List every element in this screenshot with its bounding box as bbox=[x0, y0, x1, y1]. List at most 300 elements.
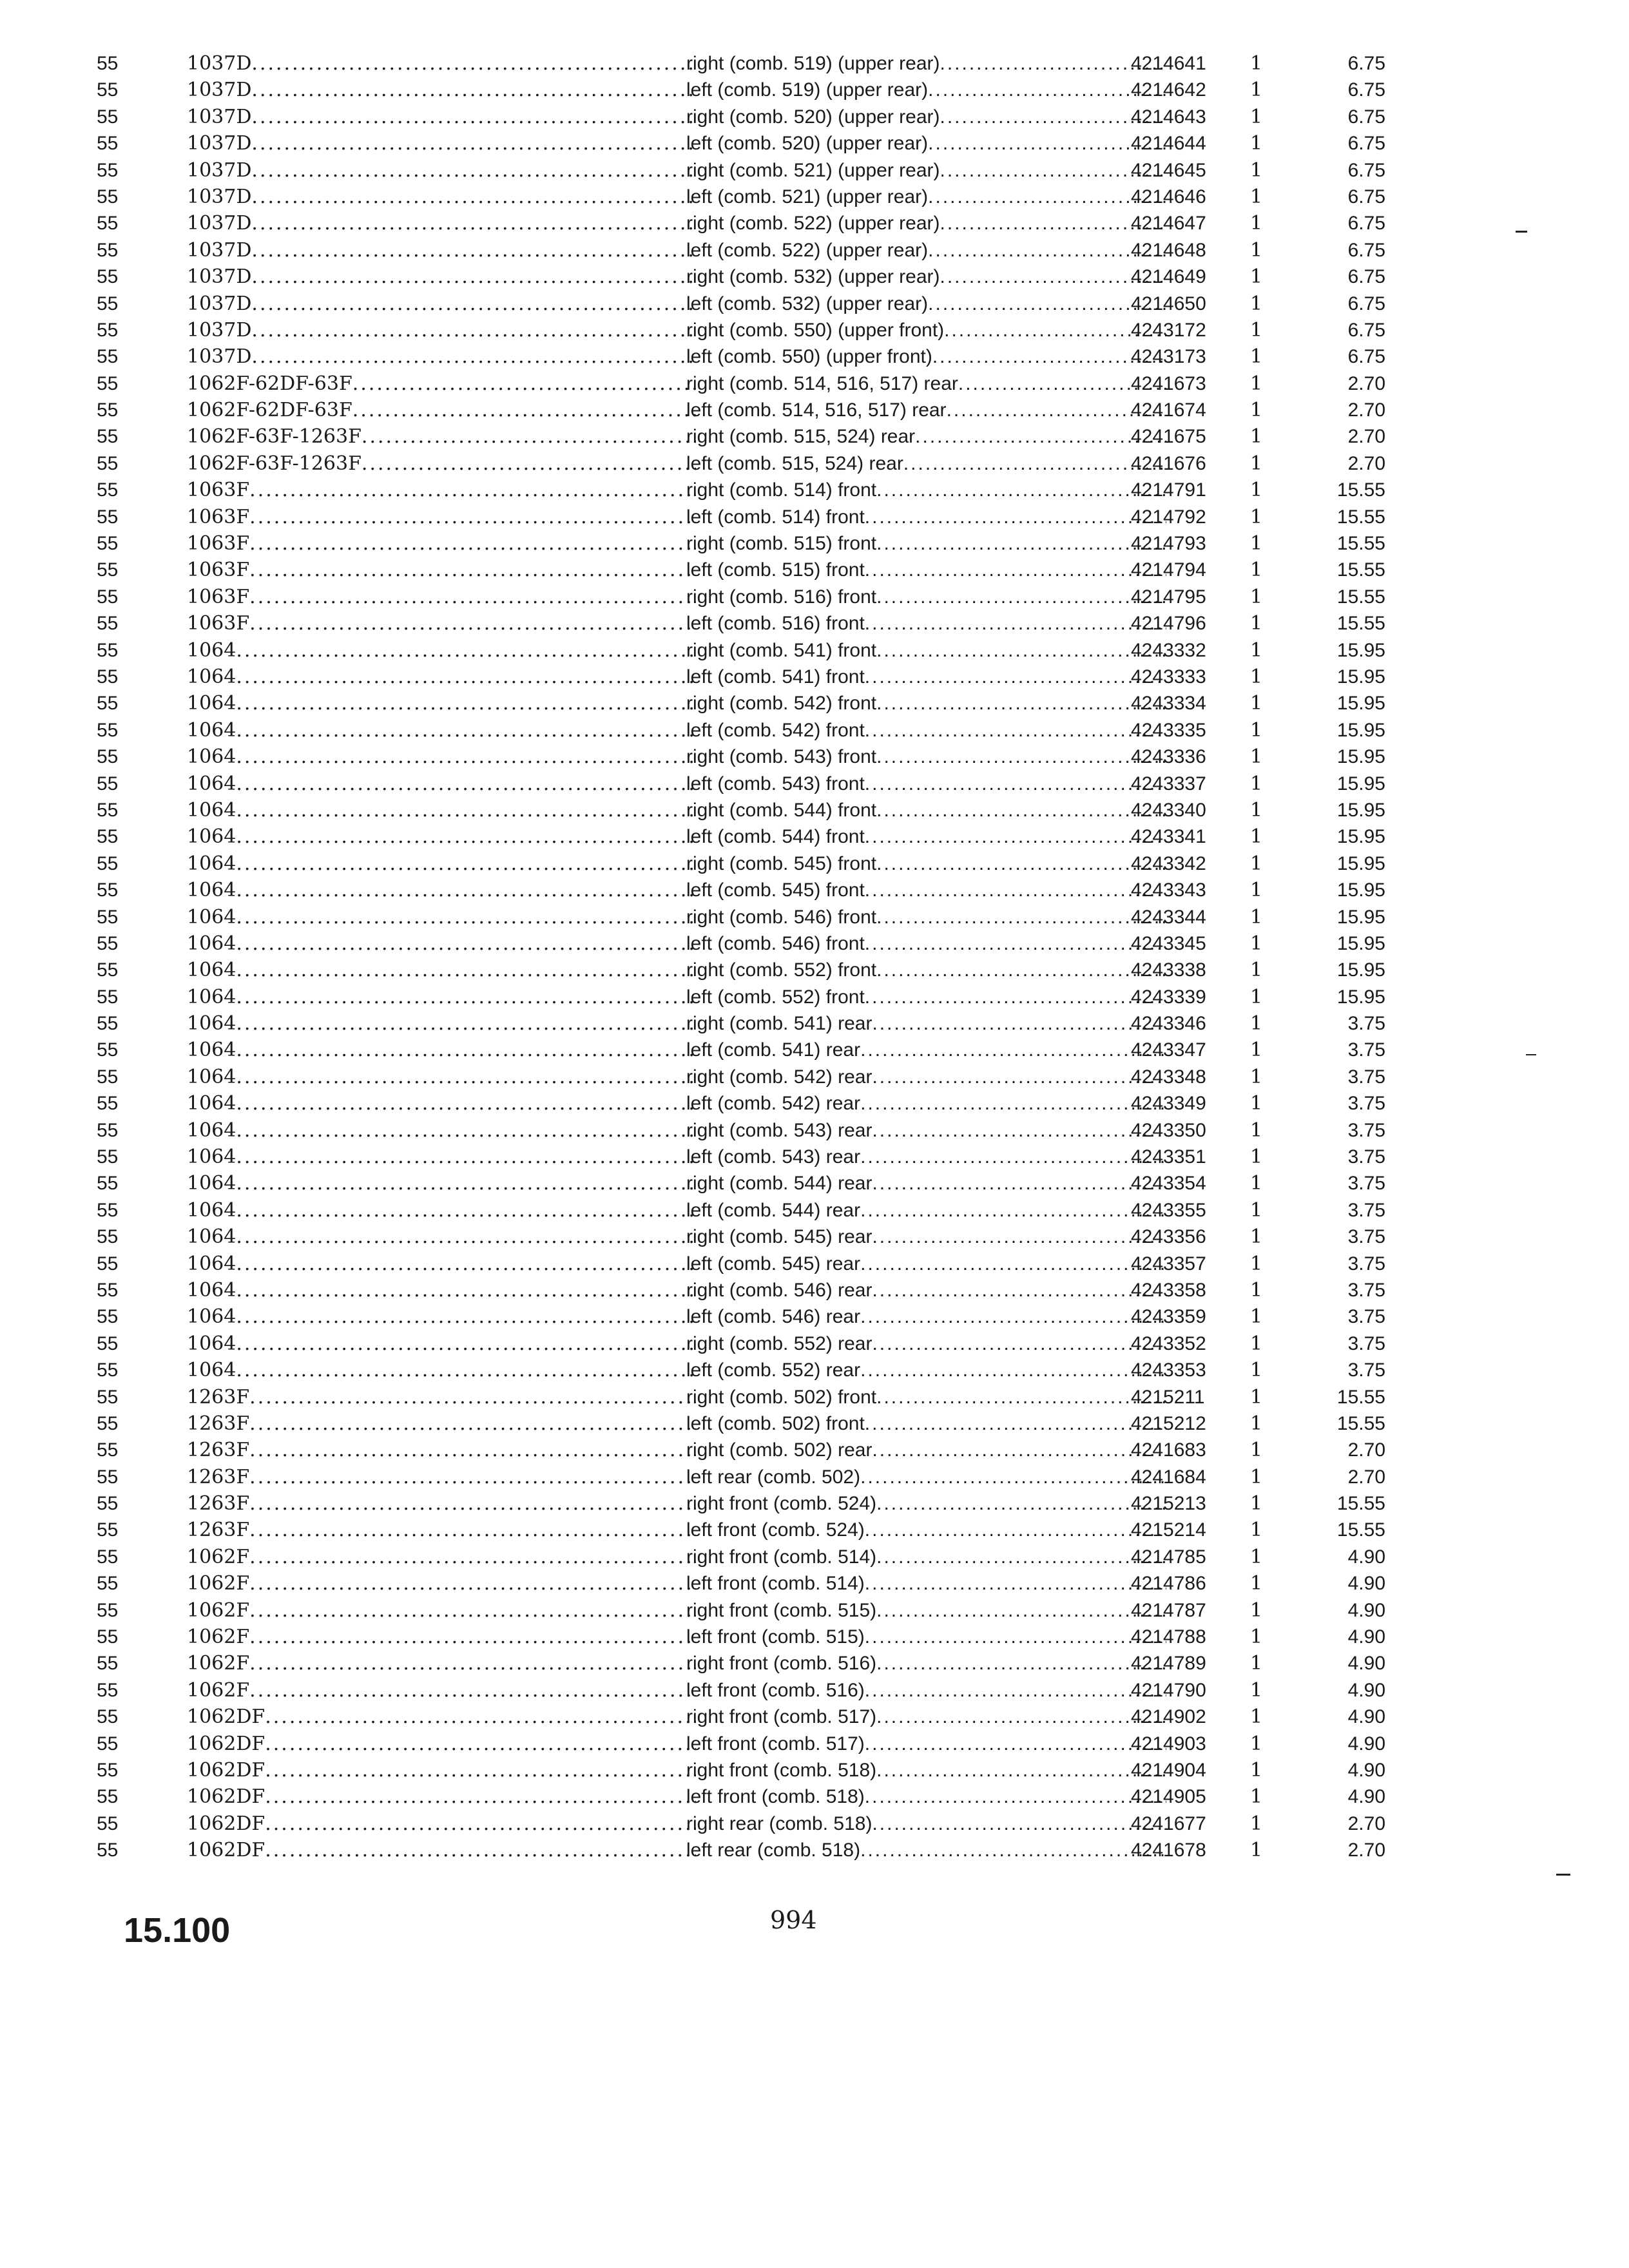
price-cell: 4.90 bbox=[1347, 1706, 1385, 1728]
table-row bbox=[97, 584, 1385, 610]
model-cell: 1063F ..... bbox=[187, 557, 696, 583]
quantity-cell: 1 bbox=[1250, 959, 1263, 982]
description-cell: left (comb. 502) front ..... bbox=[686, 1410, 1166, 1437]
price-cell: 2.70 bbox=[1347, 1812, 1385, 1834]
model-cell: 1263F ..... bbox=[187, 1410, 696, 1437]
part-number-cell: 4243332 bbox=[1131, 639, 1206, 661]
price-cell: 3.75 bbox=[1347, 1039, 1385, 1061]
description-cell: right rear (comb. 518) ..... bbox=[686, 1811, 1166, 1837]
table-row bbox=[97, 423, 1385, 450]
description-cell: right (comb. 543) rear ..... bbox=[686, 1117, 1166, 1144]
model-cell: 1064 ..... bbox=[187, 797, 696, 823]
part-number-cell: 4214647 bbox=[1131, 213, 1206, 235]
description-cell: right (comb. 516) front ..... bbox=[686, 584, 1166, 610]
table-row bbox=[97, 1331, 1385, 1357]
table-row bbox=[97, 504, 1385, 530]
part-number-cell: 4215212 bbox=[1131, 1412, 1206, 1434]
model-cell: 1063F ..... bbox=[187, 504, 696, 530]
price-cell: 3.75 bbox=[1347, 1013, 1385, 1035]
quantity-cell: 1 bbox=[1250, 1599, 1263, 1622]
part-number-cell: 4214795 bbox=[1131, 586, 1206, 608]
table-row bbox=[97, 637, 1385, 664]
description-cell: right (comb. 544) rear ..... bbox=[686, 1170, 1166, 1196]
group-cell: 55 bbox=[97, 133, 119, 155]
quantity-cell: 1 bbox=[1250, 505, 1263, 528]
description-cell: right (comb. 519) (upper rear) ..... bbox=[686, 50, 1166, 77]
table-row bbox=[97, 1170, 1385, 1196]
price-cell: 3.75 bbox=[1347, 1253, 1385, 1274]
model-cell: 1064 ..... bbox=[187, 1357, 696, 1383]
table-row bbox=[97, 717, 1385, 744]
group-cell: 55 bbox=[97, 506, 119, 528]
model-cell: 1037D ..... bbox=[187, 77, 696, 103]
part-number-cell: 4214643 bbox=[1131, 106, 1206, 128]
group-cell: 55 bbox=[97, 773, 119, 794]
quantity-cell: 1 bbox=[1250, 1385, 1263, 1408]
quantity-cell: 1 bbox=[1250, 1332, 1263, 1355]
group-cell: 55 bbox=[97, 1760, 119, 1781]
model-cell: 1062F ..... bbox=[187, 1624, 696, 1650]
description-cell: left (comb. 542) front ..... bbox=[686, 717, 1166, 744]
table-row bbox=[97, 50, 1385, 77]
quantity-cell: 1 bbox=[1250, 1305, 1263, 1329]
part-number-cell: 4214648 bbox=[1131, 239, 1206, 261]
description-cell: left front (comb. 514) ..... bbox=[686, 1570, 1166, 1597]
price-cell: 3.75 bbox=[1347, 1360, 1385, 1381]
quantity-cell: 1 bbox=[1250, 612, 1263, 635]
part-number-cell: 4243343 bbox=[1131, 879, 1206, 901]
price-cell: 15.55 bbox=[1336, 506, 1385, 528]
part-number-cell: 4214646 bbox=[1131, 186, 1206, 207]
table-row bbox=[97, 1650, 1385, 1677]
group-cell: 55 bbox=[97, 1493, 119, 1515]
part-number-cell: 4243357 bbox=[1131, 1253, 1206, 1274]
table-row bbox=[97, 130, 1385, 157]
part-number-cell: 4214903 bbox=[1131, 1733, 1206, 1754]
description-cell: right (comb. 550) (upper front) ..... bbox=[686, 317, 1166, 343]
quantity-cell: 1 bbox=[1250, 718, 1263, 742]
part-number-cell: 4241673 bbox=[1131, 372, 1206, 394]
table-row bbox=[97, 370, 1385, 397]
table-row bbox=[97, 1811, 1385, 1837]
group-cell: 55 bbox=[97, 1573, 119, 1595]
part-number-cell: 4241675 bbox=[1131, 426, 1206, 448]
description-cell: right front (comb. 524) ..... bbox=[686, 1490, 1166, 1517]
description-cell: left (comb. 542) rear ..... bbox=[686, 1090, 1166, 1117]
price-cell: 15.95 bbox=[1336, 746, 1385, 768]
table-row bbox=[97, 1357, 1385, 1383]
model-cell: 1037D ..... bbox=[187, 157, 696, 184]
part-number-cell: 4214794 bbox=[1131, 559, 1206, 581]
description-cell: right (comb. 521) (upper rear) ..... bbox=[686, 157, 1166, 184]
part-number-cell: 4214905 bbox=[1131, 1786, 1206, 1808]
model-cell: 1062F-63F-1263F ..... bbox=[187, 450, 696, 477]
description-cell: right (comb. 552) front ..... bbox=[686, 957, 1166, 983]
description-cell: right (comb. 541) rear ..... bbox=[686, 1010, 1166, 1037]
table-row bbox=[97, 1090, 1385, 1117]
part-number-cell: 4214796 bbox=[1131, 613, 1206, 635]
price-cell: 15.55 bbox=[1336, 613, 1385, 635]
group-cell: 55 bbox=[97, 1546, 119, 1568]
model-cell: 1037D ..... bbox=[187, 343, 696, 370]
description-cell: left (comb. 515, 524) rear ..... bbox=[686, 450, 1166, 477]
quantity-cell: 1 bbox=[1250, 1839, 1263, 1862]
price-cell: 15.95 bbox=[1336, 852, 1385, 874]
group-cell: 55 bbox=[97, 533, 119, 555]
group-cell: 55 bbox=[97, 852, 119, 874]
model-cell: 1064 ..... bbox=[187, 877, 696, 903]
part-number-cell: 4243359 bbox=[1131, 1306, 1206, 1328]
part-number-cell: 4243335 bbox=[1131, 719, 1206, 741]
table-row bbox=[97, 1570, 1385, 1597]
description-cell: right (comb. 515) front ..... bbox=[686, 530, 1166, 557]
group-cell: 55 bbox=[97, 452, 119, 474]
quantity-cell: 1 bbox=[1250, 532, 1263, 555]
part-number-cell: 4243341 bbox=[1131, 826, 1206, 848]
part-number-cell: 4215211 bbox=[1131, 1386, 1205, 1408]
description-cell: left (comb. 546) rear ..... bbox=[686, 1303, 1166, 1330]
model-cell: 1064 ..... bbox=[187, 1277, 696, 1303]
part-number-cell: 4243353 bbox=[1131, 1360, 1206, 1381]
part-number-cell: 4243350 bbox=[1131, 1119, 1206, 1141]
part-number-cell: 4241677 bbox=[1131, 1812, 1206, 1834]
quantity-cell: 1 bbox=[1250, 1492, 1263, 1515]
table-row bbox=[97, 77, 1385, 103]
quantity-cell: 1 bbox=[1250, 265, 1263, 289]
group-cell: 55 bbox=[97, 1066, 119, 1088]
table-row bbox=[97, 984, 1385, 1010]
description-cell: right (comb. 532) (upper rear) ..... bbox=[686, 264, 1166, 290]
price-cell: 15.55 bbox=[1336, 586, 1385, 608]
group-cell: 55 bbox=[97, 1173, 119, 1195]
quantity-cell: 1 bbox=[1250, 585, 1263, 608]
model-cell: 1064 ..... bbox=[187, 904, 696, 930]
price-cell: 3.75 bbox=[1347, 1279, 1385, 1301]
table-row bbox=[97, 530, 1385, 557]
group-cell: 55 bbox=[97, 1093, 119, 1115]
quantity-cell: 1 bbox=[1250, 425, 1263, 448]
table-row bbox=[97, 877, 1385, 903]
table-row bbox=[97, 771, 1385, 797]
price-cell: 6.75 bbox=[1347, 293, 1385, 314]
table-row bbox=[97, 610, 1385, 637]
group-cell: 55 bbox=[97, 1412, 119, 1434]
group-cell: 55 bbox=[97, 1332, 119, 1354]
section-number: 15.100 bbox=[124, 1911, 231, 1950]
part-number-cell: 4243344 bbox=[1131, 906, 1206, 928]
quantity-cell: 1 bbox=[1250, 1519, 1263, 1542]
price-cell: 6.75 bbox=[1347, 186, 1385, 207]
table-row bbox=[97, 157, 1385, 184]
description-cell: right (comb. 502) rear ..... bbox=[686, 1437, 1166, 1463]
quantity-cell: 1 bbox=[1250, 798, 1263, 822]
description-cell: right (comb. 546) rear ..... bbox=[686, 1277, 1166, 1303]
model-cell: 1064 ..... bbox=[187, 1090, 696, 1117]
price-cell: 15.95 bbox=[1336, 932, 1385, 954]
part-number-cell: 4214788 bbox=[1131, 1626, 1206, 1648]
margin-mark bbox=[1526, 1054, 1536, 1055]
description-cell: right (comb. 542) rear ..... bbox=[686, 1064, 1166, 1090]
group-cell: 55 bbox=[97, 1386, 119, 1408]
table-row bbox=[97, 1757, 1385, 1783]
price-cell: 15.55 bbox=[1336, 479, 1385, 501]
price-cell: 15.55 bbox=[1336, 1493, 1385, 1515]
group-cell: 55 bbox=[97, 693, 119, 715]
group-cell: 55 bbox=[97, 399, 119, 421]
table-row bbox=[97, 1677, 1385, 1704]
part-number-cell: 4243336 bbox=[1131, 746, 1206, 768]
price-cell: 3.75 bbox=[1347, 1226, 1385, 1248]
table-row bbox=[97, 823, 1385, 850]
table-row bbox=[97, 450, 1385, 477]
price-cell: 3.75 bbox=[1347, 1066, 1385, 1088]
model-cell: 1037D ..... bbox=[187, 210, 696, 236]
quantity-cell: 1 bbox=[1250, 1225, 1263, 1249]
group-cell: 55 bbox=[97, 1360, 119, 1381]
table-row bbox=[97, 1490, 1385, 1517]
table-row bbox=[97, 477, 1385, 503]
group-cell: 55 bbox=[97, 959, 119, 981]
description-cell: left (comb. 544) front ..... bbox=[686, 823, 1166, 850]
model-cell: 1263F ..... bbox=[187, 1490, 696, 1517]
group-cell: 55 bbox=[97, 239, 119, 261]
group-cell: 55 bbox=[97, 1199, 119, 1221]
price-cell: 4.90 bbox=[1347, 1573, 1385, 1595]
group-cell: 55 bbox=[97, 1786, 119, 1808]
description-cell: left (comb. 541) rear ..... bbox=[686, 1037, 1166, 1063]
group-cell: 55 bbox=[97, 906, 119, 928]
table-row bbox=[97, 1251, 1385, 1277]
model-cell: 1062DF ..... bbox=[187, 1731, 696, 1757]
table-row bbox=[97, 744, 1385, 770]
part-number-cell: 4243348 bbox=[1131, 1066, 1206, 1088]
table-row bbox=[97, 690, 1385, 716]
model-cell: 1062F-62DF-63F ..... bbox=[187, 370, 696, 397]
model-cell: 1064 ..... bbox=[187, 1303, 696, 1330]
table-row bbox=[97, 1437, 1385, 1463]
quantity-cell: 1 bbox=[1250, 1652, 1263, 1675]
quantity-cell: 1 bbox=[1250, 185, 1263, 208]
part-number-cell: 4243340 bbox=[1131, 799, 1206, 821]
price-cell: 6.75 bbox=[1347, 239, 1385, 261]
quantity-cell: 1 bbox=[1250, 639, 1263, 662]
description-cell: right (comb. 543) front ..... bbox=[686, 744, 1166, 770]
table-row bbox=[97, 1224, 1385, 1250]
description-cell: left (comb. 521) (upper rear) ..... bbox=[686, 184, 1166, 210]
part-number-cell: 4243349 bbox=[1131, 1093, 1206, 1115]
table-row bbox=[97, 1117, 1385, 1144]
quantity-cell: 1 bbox=[1250, 1412, 1263, 1435]
price-cell: 15.55 bbox=[1336, 559, 1385, 581]
model-cell: 1064 ..... bbox=[187, 690, 696, 716]
description-cell: right (comb. 545) front ..... bbox=[686, 850, 1166, 877]
part-number-cell: 4241676 bbox=[1131, 452, 1206, 474]
price-cell: 2.70 bbox=[1347, 452, 1385, 474]
description-cell: left (comb. 514, 516, 517) rear ..... bbox=[686, 397, 1166, 423]
quantity-cell: 1 bbox=[1250, 159, 1263, 182]
model-cell: 1062DF ..... bbox=[187, 1704, 696, 1730]
part-number-cell: 4243172 bbox=[1131, 319, 1206, 341]
description-cell: left front (comb. 516) ..... bbox=[686, 1677, 1166, 1704]
group-cell: 55 bbox=[97, 1253, 119, 1274]
part-number-cell: 4243354 bbox=[1131, 1173, 1206, 1195]
description-cell: left (comb. 519) (upper rear) ..... bbox=[686, 77, 1166, 103]
part-number-cell: 4243351 bbox=[1131, 1146, 1206, 1168]
group-cell: 55 bbox=[97, 293, 119, 314]
table-row bbox=[97, 264, 1385, 290]
price-cell: 2.70 bbox=[1347, 372, 1385, 394]
price-cell: 6.75 bbox=[1347, 346, 1385, 368]
table-row bbox=[97, 664, 1385, 690]
part-number-cell: 4243346 bbox=[1131, 1013, 1206, 1035]
table-row bbox=[97, 1277, 1385, 1303]
quantity-cell: 1 bbox=[1250, 1252, 1263, 1275]
model-cell: 1263F ..... bbox=[187, 1464, 696, 1490]
group-cell: 55 bbox=[97, 719, 119, 741]
quantity-cell: 1 bbox=[1250, 905, 1263, 928]
quantity-cell: 1 bbox=[1250, 372, 1263, 395]
table-row bbox=[97, 1303, 1385, 1330]
description-cell: right front (comb. 515) ..... bbox=[686, 1597, 1166, 1624]
group-cell: 55 bbox=[97, 1306, 119, 1328]
model-cell: 1063F ..... bbox=[187, 530, 696, 557]
description-cell: right (comb. 545) rear ..... bbox=[686, 1224, 1166, 1250]
price-cell: 4.90 bbox=[1347, 1546, 1385, 1568]
quantity-cell: 1 bbox=[1250, 1759, 1263, 1782]
quantity-cell: 1 bbox=[1250, 399, 1263, 422]
part-number-cell: 4243339 bbox=[1131, 986, 1206, 1008]
part-number-cell: 4243334 bbox=[1131, 693, 1206, 715]
quantity-cell: 1 bbox=[1250, 1278, 1263, 1302]
quantity-cell: 1 bbox=[1250, 105, 1263, 128]
part-number-cell: 4214644 bbox=[1131, 133, 1206, 155]
model-cell: 1037D ..... bbox=[187, 50, 696, 77]
price-cell: 15.95 bbox=[1336, 693, 1385, 715]
description-cell: right (comb. 541) front ..... bbox=[686, 637, 1166, 664]
quantity-cell: 1 bbox=[1250, 238, 1263, 262]
table-row bbox=[97, 317, 1385, 343]
price-cell: 15.95 bbox=[1336, 773, 1385, 794]
price-cell: 3.75 bbox=[1347, 1093, 1385, 1115]
table-row bbox=[97, 1517, 1385, 1543]
description-cell: right (comb. 502) front ..... bbox=[686, 1384, 1166, 1410]
group-cell: 55 bbox=[97, 213, 119, 235]
description-cell: right (comb. 520) (upper rear) ..... bbox=[686, 104, 1166, 130]
model-cell: 1064 ..... bbox=[187, 930, 696, 957]
model-cell: 1064 ..... bbox=[187, 1037, 696, 1063]
table-row bbox=[97, 904, 1385, 930]
model-cell: 1064 ..... bbox=[187, 823, 696, 850]
group-cell: 55 bbox=[97, 879, 119, 901]
group-cell: 55 bbox=[97, 1279, 119, 1301]
price-cell: 15.55 bbox=[1336, 1412, 1385, 1434]
group-cell: 55 bbox=[97, 79, 119, 101]
part-number-cell: 4241678 bbox=[1131, 1840, 1206, 1861]
model-cell: 1062DF ..... bbox=[187, 1757, 696, 1783]
price-cell: 6.75 bbox=[1347, 79, 1385, 101]
quantity-cell: 1 bbox=[1250, 52, 1263, 75]
group-cell: 55 bbox=[97, 1519, 119, 1541]
price-cell: 15.95 bbox=[1336, 906, 1385, 928]
description-cell: left (comb. 552) front ..... bbox=[686, 984, 1166, 1010]
part-number-cell: 4214641 bbox=[1131, 53, 1206, 74]
part-number-cell: 4214649 bbox=[1131, 266, 1206, 288]
model-cell: 1037D ..... bbox=[187, 264, 696, 290]
description-cell: left (comb. 544) rear ..... bbox=[686, 1197, 1166, 1224]
group-cell: 55 bbox=[97, 1039, 119, 1061]
quantity-cell: 1 bbox=[1250, 1626, 1263, 1649]
part-number-cell: 4214791 bbox=[1131, 479, 1206, 501]
model-cell: 1062F ..... bbox=[187, 1570, 696, 1597]
price-cell: 2.70 bbox=[1347, 426, 1385, 448]
part-number-cell: 4214786 bbox=[1131, 1573, 1206, 1595]
group-cell: 55 bbox=[97, 613, 119, 635]
quantity-cell: 1 bbox=[1250, 1678, 1263, 1702]
price-cell: 2.70 bbox=[1347, 1466, 1385, 1488]
quantity-cell: 1 bbox=[1250, 345, 1263, 369]
price-cell: 6.75 bbox=[1347, 106, 1385, 128]
part-number-cell: 4243337 bbox=[1131, 773, 1206, 794]
model-cell: 1062F ..... bbox=[187, 1597, 696, 1624]
price-cell: 6.75 bbox=[1347, 53, 1385, 74]
model-cell: 1037D ..... bbox=[187, 237, 696, 264]
quantity-cell: 1 bbox=[1250, 292, 1263, 315]
table-row bbox=[97, 343, 1385, 370]
part-number-cell: 4214650 bbox=[1131, 293, 1206, 314]
model-cell: 1062F ..... bbox=[187, 1677, 696, 1704]
model-cell: 1064 ..... bbox=[187, 744, 696, 770]
description-cell: left (comb. 545) rear ..... bbox=[686, 1251, 1166, 1277]
table-row bbox=[97, 1410, 1385, 1437]
group-cell: 55 bbox=[97, 746, 119, 768]
table-row bbox=[97, 397, 1385, 423]
quantity-cell: 1 bbox=[1250, 1785, 1263, 1809]
table-row bbox=[97, 291, 1385, 317]
description-cell: left (comb. 545) front ..... bbox=[686, 877, 1166, 903]
part-number-cell: 4214793 bbox=[1131, 533, 1206, 555]
group-cell: 55 bbox=[97, 346, 119, 368]
price-cell: 6.75 bbox=[1347, 159, 1385, 181]
price-cell: 15.95 bbox=[1336, 639, 1385, 661]
price-cell: 4.90 bbox=[1347, 1626, 1385, 1648]
model-cell: 1064 ..... bbox=[187, 1224, 696, 1250]
description-cell: right (comb. 514, 516, 517) rear ..... bbox=[686, 370, 1166, 397]
part-number-cell: 4214785 bbox=[1131, 1546, 1206, 1568]
group-cell: 55 bbox=[97, 1733, 119, 1754]
part-number-cell: 4214642 bbox=[1131, 79, 1206, 101]
quantity-cell: 1 bbox=[1250, 772, 1263, 795]
group-cell: 55 bbox=[97, 266, 119, 288]
description-cell: right (comb. 514) front ..... bbox=[686, 477, 1166, 503]
table-row bbox=[97, 557, 1385, 583]
quantity-cell: 1 bbox=[1250, 452, 1263, 475]
model-cell: 1064 ..... bbox=[187, 771, 696, 797]
table-row bbox=[97, 1837, 1385, 1863]
part-number-cell: 4243333 bbox=[1131, 666, 1206, 687]
description-cell: left (comb. 532) (upper rear) ..... bbox=[686, 291, 1166, 317]
description-cell: left front (comb. 515) ..... bbox=[686, 1624, 1166, 1650]
group-cell: 55 bbox=[97, 1599, 119, 1621]
page-number: 994 bbox=[770, 1906, 817, 1934]
group-cell: 55 bbox=[97, 1653, 119, 1675]
part-number-cell: 4214790 bbox=[1131, 1679, 1206, 1701]
table-row bbox=[97, 1010, 1385, 1037]
quantity-cell: 1 bbox=[1250, 559, 1263, 582]
group-cell: 55 bbox=[97, 426, 119, 448]
price-cell: 6.75 bbox=[1347, 213, 1385, 235]
quantity-cell: 1 bbox=[1250, 479, 1263, 502]
description-cell: left (comb. 515) front ..... bbox=[686, 557, 1166, 583]
